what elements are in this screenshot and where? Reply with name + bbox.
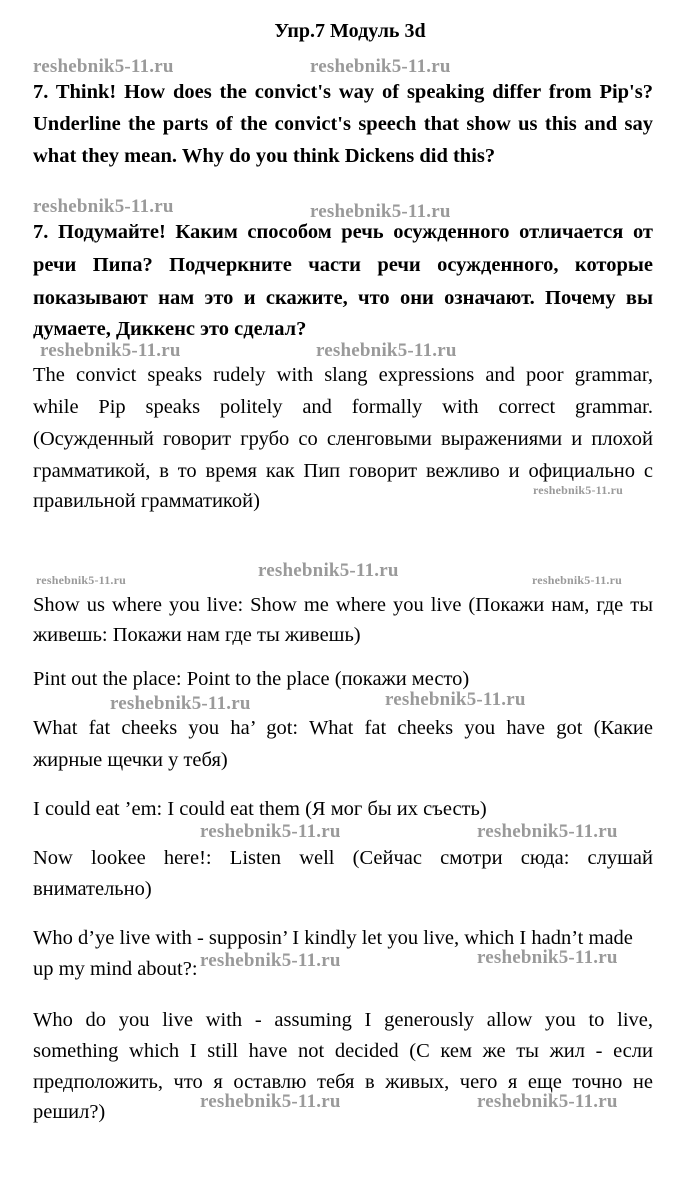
page-title: Упр.7 Модуль 3d	[274, 20, 426, 42]
example-line: Now lookee here!: Listen well (Сейчас смотри сюда: слушай	[33, 847, 653, 869]
example-line: Who do you live with - assuming I generously allow you to live,	[33, 1009, 653, 1031]
watermark: reshebnik5-11.ru	[310, 56, 451, 77]
task-ru-line: 7. Подумайте! Каким способом речь осужденного отличается от	[33, 221, 653, 243]
answer-line: while Pip speaks politely and formally with correct grammar.	[33, 396, 653, 418]
watermark: reshebnik5-11.ru	[36, 573, 126, 587]
watermark: reshebnik5-11.ru	[477, 821, 618, 842]
task-en-line: Underline the parts of the convict's speech that show us this and say	[33, 113, 653, 135]
example-line: решил?)	[33, 1101, 106, 1123]
answer-line: The convict speaks rudely with slang expressions and poor grammar,	[33, 364, 653, 386]
watermark: reshebnik5-11.ru	[40, 340, 181, 361]
watermark: reshebnik5-11.ru	[33, 56, 174, 77]
watermark: reshebnik5-11.ru	[477, 1091, 618, 1112]
example-line: внимательно)	[33, 878, 152, 900]
example-line: something which I still have not decided (С кем же ты жил - если	[33, 1040, 653, 1062]
task-ru-line: речи Пипа? Подчеркните части речи осужденного, которые	[33, 254, 653, 276]
watermark: reshebnik5-11.ru	[200, 950, 341, 971]
watermark: reshebnik5-11.ru	[110, 693, 251, 714]
example-line: What fat cheeks you ha’ got: What fat cheeks you have got (Какие	[33, 717, 653, 739]
example-line: Show us where you live: Show me where you live (Покажи нам, где ты	[33, 594, 653, 616]
task-ru-line: думаете, Диккенс это сделал?	[33, 318, 307, 340]
answer-line: (Осужденный говорит грубо со сленговыми выражениями и плохой	[33, 428, 653, 450]
example-line: Who d’ye live with - supposin’ I kindly let you live, which I hadn’t made	[33, 927, 633, 949]
example-line: предположить, что я оставлю тебя в живых, чего я еще точно не	[33, 1071, 653, 1093]
watermark: reshebnik5-11.ru	[533, 483, 623, 497]
watermark: reshebnik5-11.ru	[33, 196, 174, 217]
answer-line: грамматикой, в то время как Пип говорит вежливо и официально с	[33, 460, 653, 482]
example-line: жирные щечки у тебя)	[33, 749, 228, 771]
task-en-line: what they mean. Why do you think Dickens did this?	[33, 145, 496, 167]
watermark: reshebnik5-11.ru	[310, 201, 451, 222]
answer-line: правильной грамматикой)	[33, 490, 260, 512]
watermark: reshebnik5-11.ru	[316, 340, 457, 361]
watermark: reshebnik5-11.ru	[258, 560, 399, 581]
task-ru-line: показывают нам это и скажите, что они означают. Почему вы	[33, 287, 653, 309]
watermark: reshebnik5-11.ru	[200, 821, 341, 842]
example-line: I could eat ’em: I could eat them (Я мог бы их съесть)	[33, 798, 487, 820]
example-line: up my mind about?:	[33, 958, 198, 980]
watermark: reshebnik5-11.ru	[477, 947, 618, 968]
example-line: живешь: Покажи нам где ты живешь)	[33, 624, 361, 646]
watermark: reshebnik5-11.ru	[200, 1091, 341, 1112]
watermark: reshebnik5-11.ru	[532, 573, 622, 587]
task-en-line: 7. Think! How does the convict's way of speaking differ from Pip's?	[33, 81, 653, 103]
watermark: reshebnik5-11.ru	[385, 689, 526, 710]
example-line: Pint out the place: Point to the place (покажи место)	[33, 668, 470, 690]
